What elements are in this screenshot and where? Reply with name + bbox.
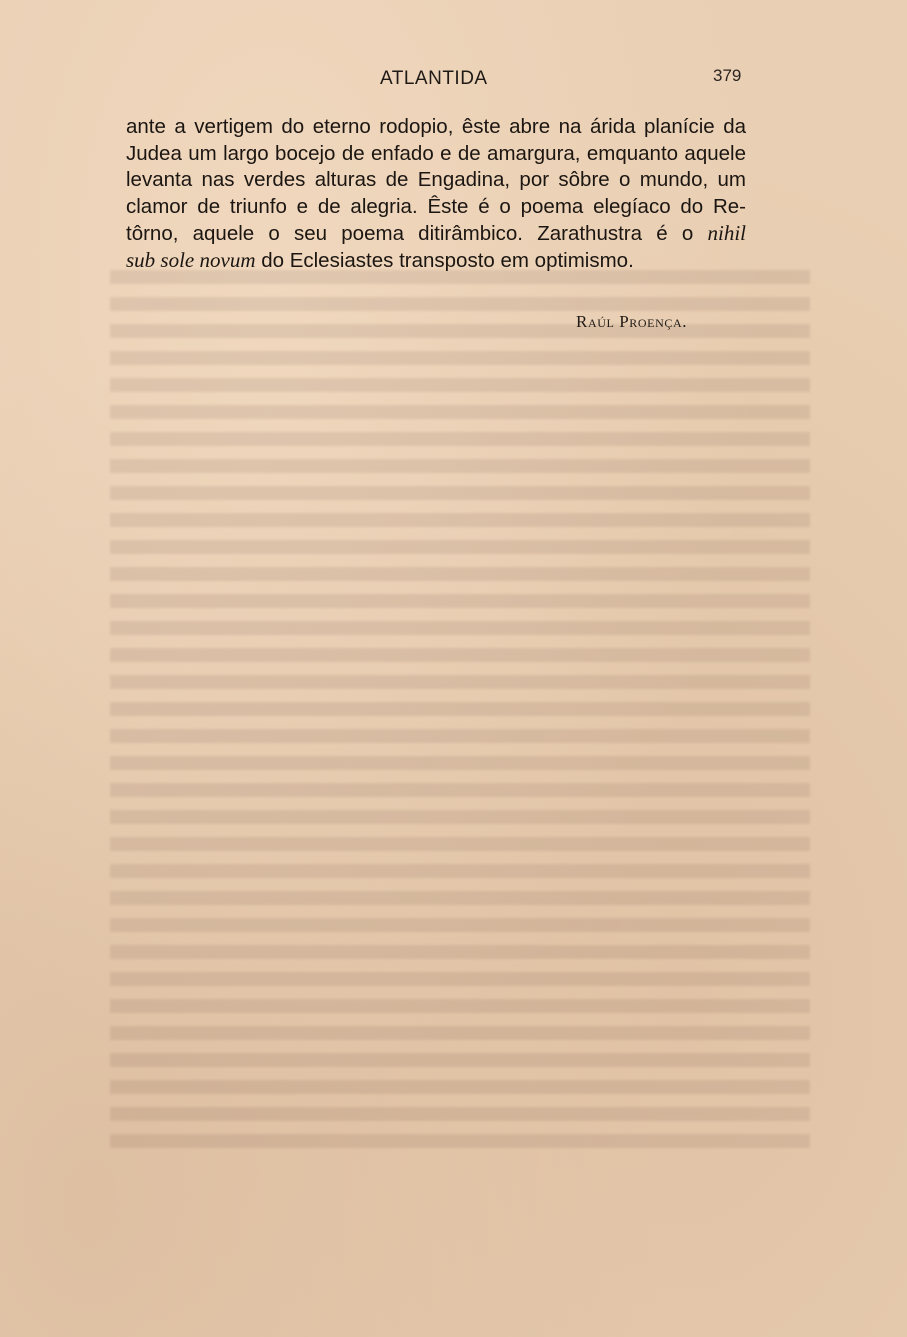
author-signature: Raúl Proença.: [576, 312, 688, 331]
article-paragraph: [126, 114, 746, 274]
latin-phrase-part1: nihil: [707, 221, 746, 246]
text-line: [126, 220, 746, 247]
text-line: [126, 247, 746, 274]
text-line: levanta nas verdes alturas de Engadina, por sôbre o mundo, um: [126, 168, 746, 192]
latin-phrase-part2: sub sole novum: [126, 247, 256, 272]
running-title: ATLANTIDA: [380, 68, 488, 89]
page-number: 379: [713, 66, 742, 85]
bleed-through-texture: [110, 270, 810, 1150]
text-segment: tôrno, aquele o seu poema ditirâmbico. Zarathustra é o: [126, 222, 694, 246]
text-segment: do Eclesiastes transposto em optimismo.: [261, 248, 634, 272]
text-line: Judea um largo bocejo de enfado e de amargura, emquanto aquele: [126, 141, 746, 165]
page-header: [0, 64, 907, 94]
text-line: clamor de triunfo e de alegria. Êste é o poema elegíaco do Re-: [126, 194, 746, 218]
text-line: ante a vertigem do eterno rodopio, êste abre na árida planície da: [126, 115, 746, 138]
